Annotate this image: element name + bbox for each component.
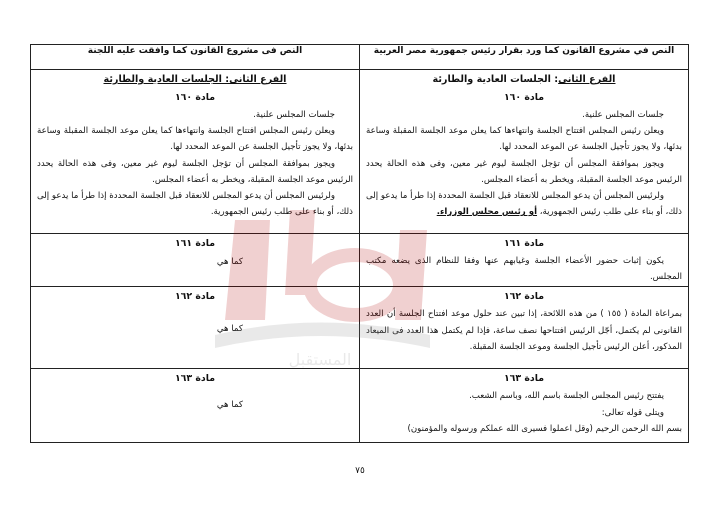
unchanged-note: كما هي [216, 324, 243, 335]
committee-article-162-cell [31, 287, 360, 369]
header-original-text: النص في مشروع القانون كما ورد بقرار رئيس جمهورية مصر العربية [360, 45, 689, 70]
paragraph: ويجوز بموافقة المجلس أن تؤجل الجلسة ليوم غير معين، وفى هذه الحالة يحدد الرئيس موعد الجلسة المقبلة، ويخطر به أعضاء المجلس. [37, 158, 353, 185]
paragraph: ويعلن رئيس المجلس افتتاح الجلسة وانتهاءها كما يعلن موعد الجلسة المقبلة وساعة بدئها، ولا يجوز تأجيل الجلسة عن الموعد المحدد لها. [37, 126, 353, 153]
paragraph [366, 188, 682, 220]
committee-article-161-cell [31, 234, 360, 287]
table-row [31, 234, 689, 287]
article-title: مادة ١٦٣ [503, 373, 545, 385]
section-title [366, 71, 682, 89]
paragraph: ويجوز بموافقة المجلس أن تؤجل الجلسة ليوم غير معين، وفى هذه الحالة يحدد الرئيس موعد الجلسة المقبلة، ويخطر به أعضاء المجلس. [366, 158, 682, 185]
watermark-subtext: المستقبل [288, 350, 352, 369]
paragraph: جلسات المجلس علنية. [582, 110, 664, 120]
article-title: مادة ١٦١ [174, 238, 216, 249]
article-title: مادة ١٦٣ [174, 373, 216, 385]
paragraph: ويعلن رئيس المجلس افتتاح الجلسة وانتهاءها كما يعلن موعد الجلسة المقبلة وساعة بدئها، ولا يجوز تأجيل الجلسة عن الموعد المحدد لها. [366, 126, 682, 153]
article-title: مادة ١٦٠ [174, 92, 216, 103]
header-committee-text: النص فى مشروع القانون كما وافقت عليه اللجنة [31, 45, 360, 70]
comparison-table [30, 44, 689, 443]
article-title: مادة ١٦٢ [503, 291, 545, 303]
original-article-163-cell [360, 369, 689, 443]
unchanged-note: كما هي [216, 257, 243, 267]
original-article-160-cell [360, 70, 689, 234]
paragraph: يفتتح رئيس المجلس الجلسة باسم الله، وباسم الشعب. [469, 391, 664, 402]
paragraph: بسم الله الرحمن الرحيم (وقل اعملوا فسيرى الله عملكم ورسوله والمؤمنون) [407, 423, 682, 434]
original-article-162-cell [360, 287, 689, 369]
original-article-161-cell [360, 234, 689, 287]
committee-article-160-cell [31, 70, 360, 234]
table-row [31, 287, 689, 369]
paragraph: جلسات المجلس علنية. [253, 110, 335, 120]
table-header-row [31, 45, 689, 70]
committee-article-163-cell [31, 369, 360, 443]
paragraph: ولرئيس المجلس أن يدعو المجلس للانعقاد قبل الجلسة المحددة إذا طرأ ما يدعو إلى ذلك، أو بناء على طلب رئيس الجمهورية. [37, 191, 353, 218]
paragraph-text: ولرئيس المجلس أن يدعو المجلس للانعقاد قبل الجلسة المحددة إذا طرأ ما يدعو إلى ذلك، أو بناء على طلب رئيس الجمهورية، [366, 191, 682, 218]
table-row [31, 369, 689, 443]
section-prefix: الفرع الثانى [558, 74, 616, 85]
amended-phrase: أو رئيس مجلس الوزراء. [436, 207, 538, 218]
unchanged-note: كما هي [216, 400, 243, 411]
table-row [31, 70, 689, 234]
section-title: الفرع الثانى: الجلسات العادية والطارئة [103, 74, 287, 85]
article-title: مادة ١٦٢ [174, 291, 216, 303]
paragraph: يكون إثبات حضور الأعضاء الجلسة وغيابهم عنها وفقا للنظام الذى يضعه مكتب المجلس. [366, 256, 682, 283]
paragraph: ويتلى قوله تعالى: [601, 407, 664, 418]
section-rest: : الجلسات العادية والطارئة [432, 74, 559, 85]
article-title: مادة ١٦١ [503, 238, 545, 249]
paragraph: بمراعاة المادة ( ١٥٥ ) من هذه اللائحة، إذا تبين عند حلول موعد افتتاح الجلسة أن العدد القانونى لم يكتمل، أجّل الرئيس افتتاحها نصف ساعة، فإذا لم يكتمل هذا العدد فى الميعاد المذكور، أعلن الرئيس تأجيل الجلسة وموعد الجلسة المقبلة. [366, 309, 682, 352]
article-title: مادة ١٦٠ [503, 92, 545, 103]
page-number: ٧٥ [355, 466, 365, 476]
